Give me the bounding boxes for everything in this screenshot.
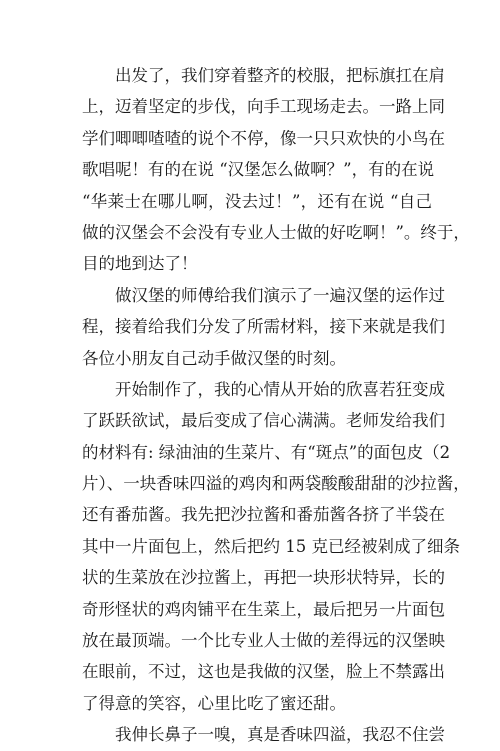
paragraph-3 [82, 374, 470, 719]
text-line: 上，迈着坚定的步伐，向手工现场走去。一路上同 [82, 97, 445, 117]
text-line: 做的汉堡会不会没有专业人士做的好吃啊！”。终于， [82, 222, 470, 242]
text-line: 开始制作了，我的心情从开始的欣喜若狂变成 [115, 379, 445, 399]
text-line: 做汉堡的师傅给我们演示了一遍汉堡的运作过 [115, 285, 445, 305]
paragraph-1 [82, 60, 470, 280]
text-line: 歌唱呢！有的在说 “汉堡怎么做啊？”，有的在说 [82, 160, 435, 180]
text-line: 奇形怪状的鸡肉铺平在生菜上，最后把另一片面包 [82, 599, 445, 619]
text-line: 片）、一块香味四溢的鸡肉和两袋酸酸甜甜的沙拉酱， [82, 474, 470, 494]
text-line: 的材料有: 绿油油的生菜片、有“斑点”的面包皮（2 [82, 442, 451, 462]
text-line: 了跃跃欲试，最后变成了信心满满。老师发给我们 [82, 411, 445, 431]
text-line: 其中一片面包上，然后把约 15 克已经被剁成了细条 [82, 536, 460, 556]
text-line: “华莱士在哪儿啊，没去过！”，还有在说 “自己 [82, 191, 432, 211]
text-line: 目的地到达了！ [82, 254, 198, 274]
text-line: 在眼前，不过，这也是我做的汉堡，脸上不禁露出 [82, 662, 445, 682]
text-line: 还有番茄酱。我先把沙拉酱和番茄酱各挤了半袋在 [82, 505, 445, 525]
text-line: 出发了，我们穿着整齐的校服，把标旗扛在肩 [115, 66, 445, 85]
text-line: 我伸长鼻子一嗅，真是香味四溢，我忍不住尝 [115, 725, 445, 745]
essay-body [82, 60, 470, 751]
text-line: 放在最顶端。一个比专业人士做的差得远的汉堡映 [82, 631, 445, 651]
text-line: 了得意的笑容，心里比吃了蜜还甜。 [82, 693, 346, 713]
paragraph-2 [82, 280, 445, 374]
paragraph-4 [82, 719, 445, 750]
text-line: 学们唧唧喳喳的说个不停，像一只只欢快的小鸟在 [82, 128, 445, 148]
text-line: 状的生菜放在沙拉酱上，再把一块形状特异，长的 [82, 568, 445, 588]
text-line: 程，接着给我们分发了所需材料，接下来就是我们 [82, 317, 445, 337]
text-line: 各位小朋友自己动手做汉堡的时刻。 [82, 348, 346, 368]
